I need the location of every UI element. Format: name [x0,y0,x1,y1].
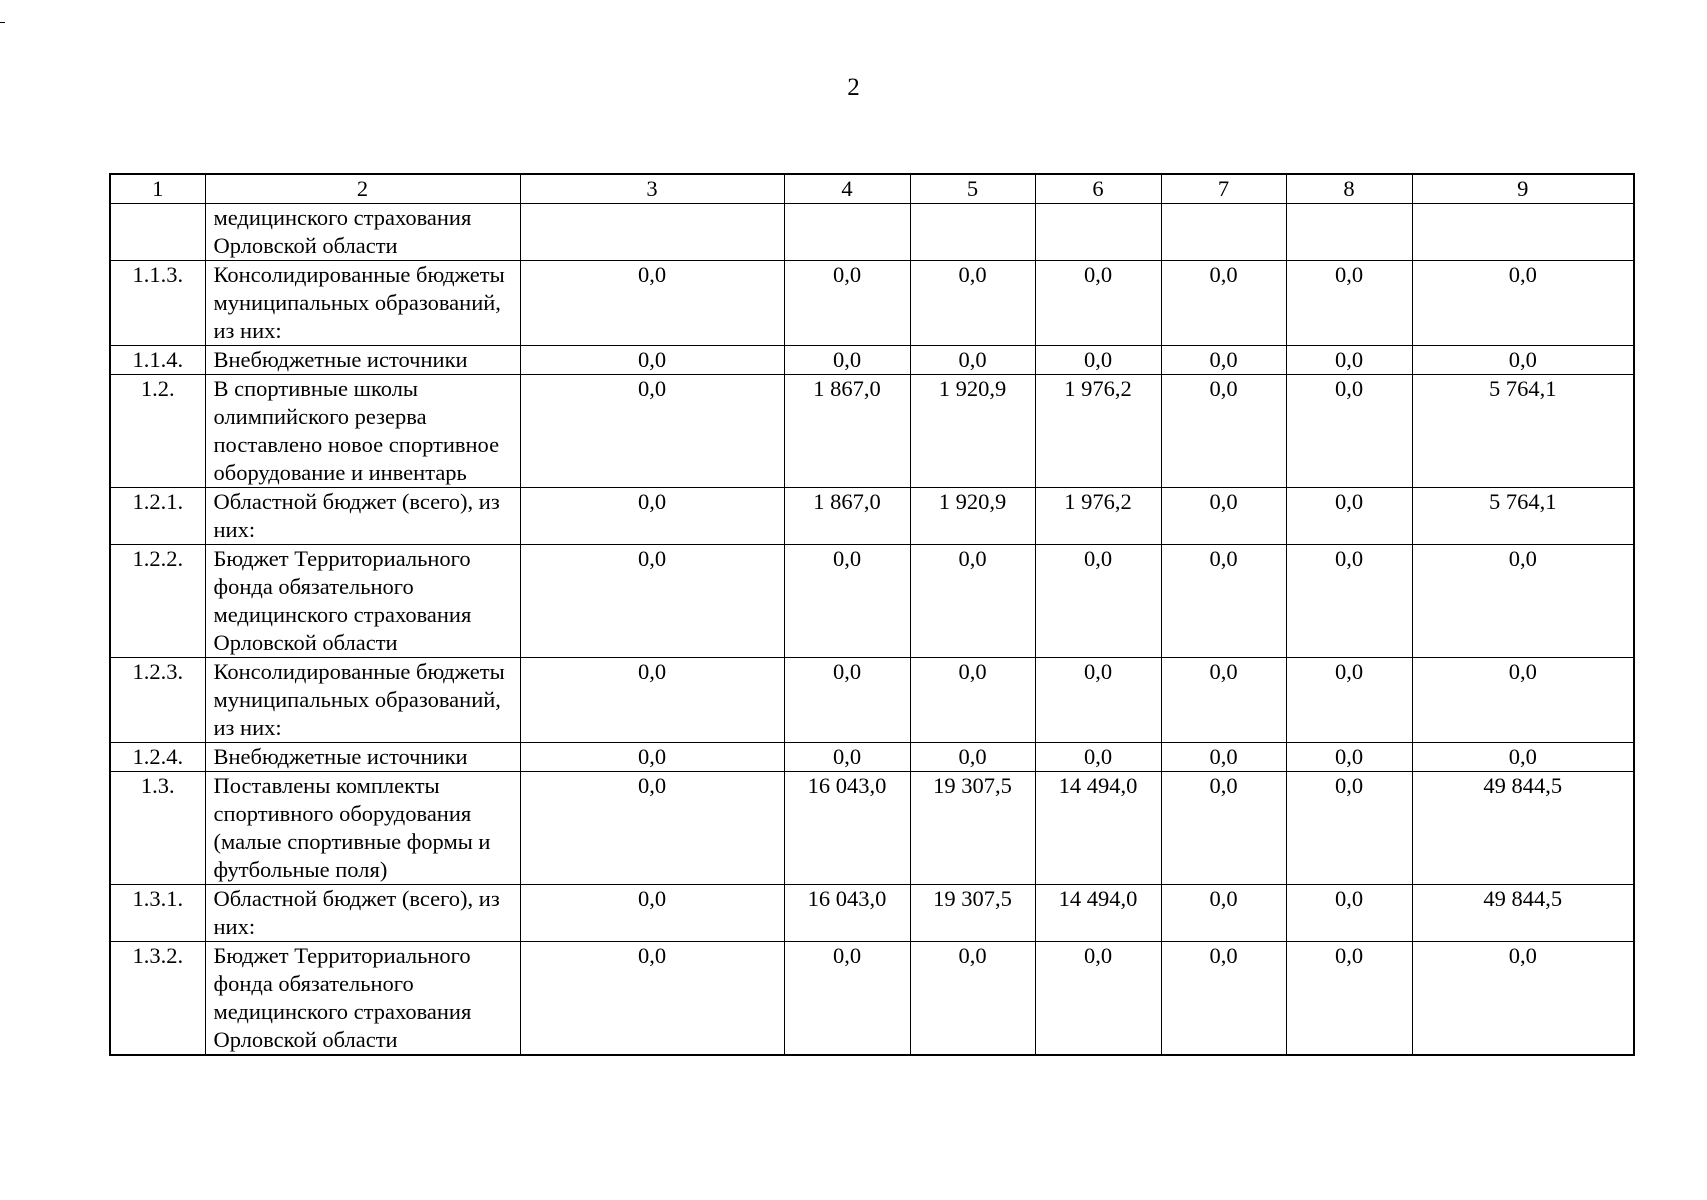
value-cell: 0,0 [1286,375,1412,488]
value-cell: 0,0 [520,375,784,488]
value-cell [784,204,910,261]
row-name: Областной бюджет (всего), из них: [205,488,520,545]
scan-mark [0,22,5,23]
value-cell: 19 307,5 [910,885,1035,942]
value-cell: 0,0 [520,545,784,658]
value-cell [1286,204,1412,261]
value-cell: 1 867,0 [784,488,910,545]
row-name: В спортивные школы олимпийского резерва поставлено новое спортивное оборудование и инвентарь [205,375,520,488]
value-cell: 0,0 [1412,743,1634,772]
value-cell: 0,0 [520,772,784,885]
column-header: 5 [910,174,1035,204]
value-cell: 0,0 [1286,942,1412,1056]
row-index: 1.2.4. [110,743,205,772]
table-row [110,545,1634,658]
value-cell: 0,0 [1035,942,1161,1056]
page-number: 2 [847,74,860,101]
value-cell [910,204,1035,261]
value-cell: 19 307,5 [910,772,1035,885]
value-cell: 0,0 [520,488,784,545]
value-cell: 0,0 [520,885,784,942]
value-cell: 0,0 [1161,942,1286,1056]
table-row [110,346,1634,375]
value-cell: 0,0 [1286,261,1412,346]
table-row [110,885,1634,942]
table-row [110,261,1634,346]
value-cell: 0,0 [1161,658,1286,743]
value-cell: 0,0 [520,261,784,346]
value-cell: 0,0 [1286,346,1412,375]
value-cell: 5 764,1 [1412,375,1634,488]
value-cell: 0,0 [1286,488,1412,545]
value-cell: 0,0 [910,743,1035,772]
table-row [110,204,1634,261]
value-cell: 1 976,2 [1035,375,1161,488]
value-cell: 0,0 [1035,261,1161,346]
value-cell: 0,0 [1286,743,1412,772]
value-cell: 0,0 [910,658,1035,743]
row-index: 1.1.3. [110,261,205,346]
value-cell: 1 920,9 [910,488,1035,545]
header-row [110,174,1634,204]
value-cell: 0,0 [910,942,1035,1056]
row-index [110,204,205,261]
value-cell: 0,0 [784,743,910,772]
value-cell: 0,0 [1286,658,1412,743]
value-cell: 14 494,0 [1035,772,1161,885]
value-cell: 0,0 [910,261,1035,346]
budget-table [109,173,1635,1056]
value-cell [1412,204,1634,261]
row-name: Внебюджетные источники [205,346,520,375]
value-cell: 0,0 [910,545,1035,658]
value-cell: 0,0 [1161,488,1286,545]
row-index: 1.3.1. [110,885,205,942]
value-cell: 1 976,2 [1035,488,1161,545]
value-cell: 0,0 [520,346,784,375]
value-cell: 0,0 [1035,743,1161,772]
value-cell: 16 043,0 [784,772,910,885]
value-cell: 1 867,0 [784,375,910,488]
row-index: 1.2. [110,375,205,488]
row-index: 1.2.2. [110,545,205,658]
value-cell: 0,0 [1161,261,1286,346]
value-cell: 5 764,1 [1412,488,1634,545]
row-index: 1.1.4. [110,346,205,375]
value-cell: 0,0 [1161,885,1286,942]
value-cell: 0,0 [1286,772,1412,885]
column-header: 6 [1035,174,1161,204]
table-body [110,174,1634,1055]
table-row [110,658,1634,743]
value-cell: 0,0 [1035,658,1161,743]
value-cell: 0,0 [520,743,784,772]
value-cell: 14 494,0 [1035,885,1161,942]
column-header: 9 [1412,174,1634,204]
row-name: Бюджет Территориального фонда обязательного медицинского страхования Орловской области [205,545,520,658]
column-header: 1 [110,174,205,204]
value-cell: 0,0 [1035,545,1161,658]
value-cell: 1 920,9 [910,375,1035,488]
value-cell: 0,0 [1286,885,1412,942]
column-header: 2 [205,174,520,204]
value-cell: 0,0 [784,545,910,658]
value-cell: 0,0 [520,942,784,1056]
value-cell: 0,0 [910,346,1035,375]
value-cell: 0,0 [1161,545,1286,658]
value-cell: 0,0 [1286,545,1412,658]
value-cell: 0,0 [1412,261,1634,346]
value-cell: 49 844,5 [1412,772,1634,885]
row-name: Внебюджетные источники [205,743,520,772]
row-name: Консолидированные бюджеты муниципальных образований, из них: [205,658,520,743]
value-cell [520,204,784,261]
value-cell: 0,0 [1412,346,1634,375]
value-cell [1161,204,1286,261]
value-cell: 0,0 [1412,545,1634,658]
table-row [110,743,1634,772]
row-index: 1.2.3. [110,658,205,743]
row-index: 1.3.2. [110,942,205,1056]
value-cell: 0,0 [784,346,910,375]
value-cell: 0,0 [1161,346,1286,375]
column-header: 8 [1286,174,1412,204]
table-row [110,375,1634,488]
column-header: 7 [1161,174,1286,204]
value-cell: 0,0 [1161,772,1286,885]
column-header: 4 [784,174,910,204]
row-name: Поставлены комплекты спортивного оборудования (малые спортивные формы и футбольные поля) [205,772,520,885]
value-cell [1035,204,1161,261]
table-row [110,488,1634,545]
value-cell: 16 043,0 [784,885,910,942]
value-cell: 0,0 [1035,346,1161,375]
row-name: Областной бюджет (всего), из них: [205,885,520,942]
value-cell: 0,0 [520,658,784,743]
row-index: 1.2.1. [110,488,205,545]
value-cell: 0,0 [784,658,910,743]
value-cell: 0,0 [1161,743,1286,772]
table-row [110,942,1634,1056]
row-name: медицинского страхования Орловской области [205,204,520,261]
column-header: 3 [520,174,784,204]
value-cell: 0,0 [1412,942,1634,1056]
table-row [110,772,1634,885]
value-cell: 49 844,5 [1412,885,1634,942]
value-cell: 0,0 [784,261,910,346]
value-cell: 0,0 [784,942,910,1056]
row-name: Консолидированные бюджеты муниципальных образований, из них: [205,261,520,346]
value-cell: 0,0 [1161,375,1286,488]
row-index: 1.3. [110,772,205,885]
value-cell: 0,0 [1412,658,1634,743]
row-name: Бюджет Территориального фонда обязательного медицинского страхования Орловской области [205,942,520,1056]
